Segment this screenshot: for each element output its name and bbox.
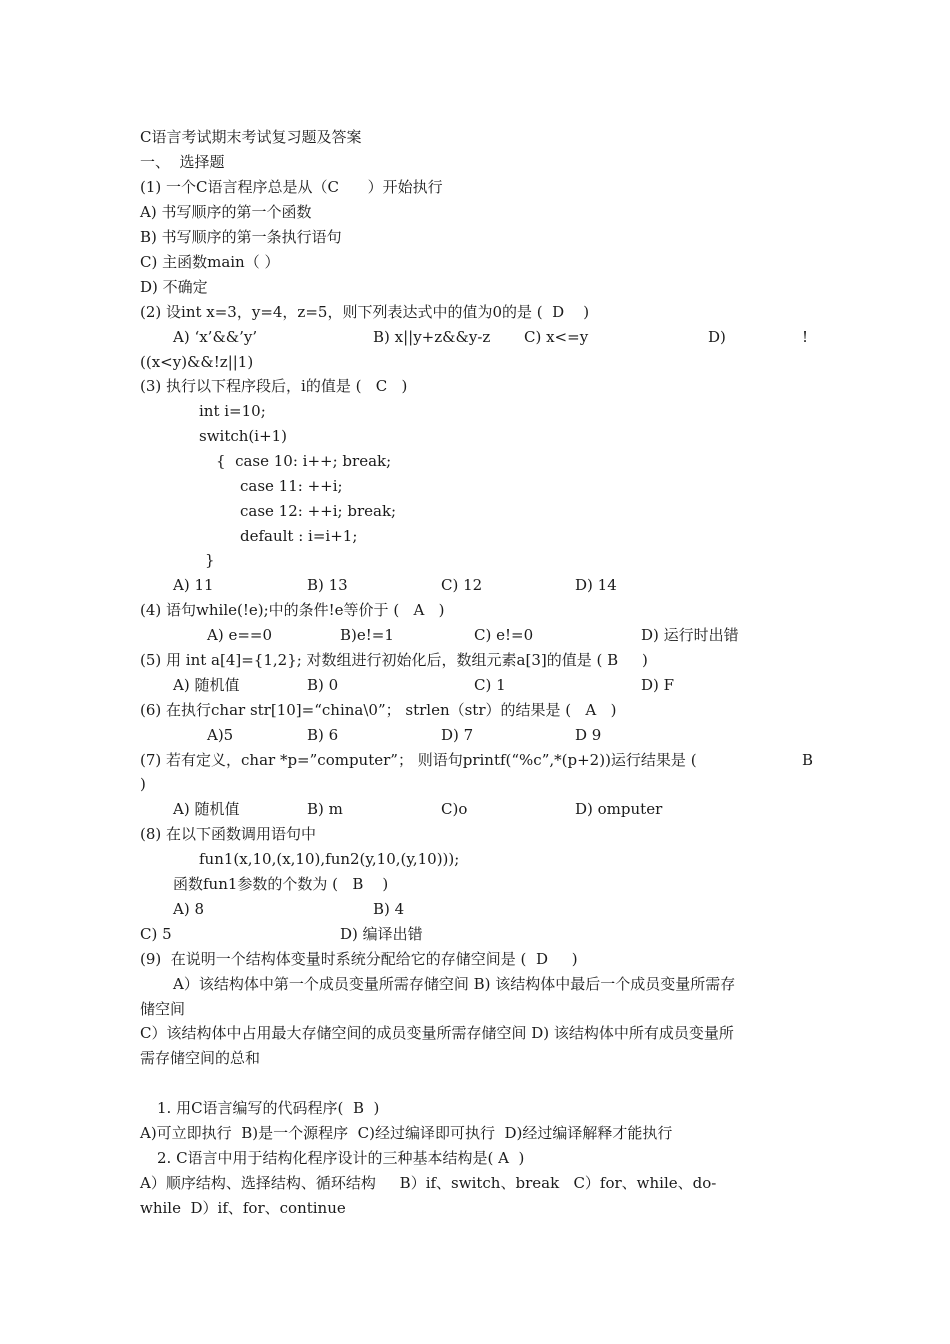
q8-option-a: A) 8 bbox=[173, 900, 204, 918]
question-6: (6) 在执行char str[10]=“china\0”； strlen（str）的结果是 ( A ) bbox=[140, 701, 617, 719]
question-3: (3) 执行以下程序段后，i的值是 ( C ) bbox=[140, 377, 408, 395]
document-title: C语言考试期末考试复习题及答案 bbox=[140, 128, 362, 146]
numbered-question-2-options: while D）if、for、continue bbox=[140, 1199, 346, 1217]
q1-option-d: D) 不确定 bbox=[140, 278, 208, 296]
question-2: (2) 设int x=3，y=4，z=5，则下列表达式中的值为0的是 ( D ) bbox=[140, 303, 590, 321]
q1-option-b: B) 书写顺序的第一条执行语句 bbox=[140, 228, 342, 246]
question-9: (9) 在说明一个结构体变量时系统分配给它的存储空间是 ( D ) bbox=[140, 950, 578, 968]
q2-option-d-expression: ((x<y)&&!z||1) bbox=[140, 353, 254, 371]
q5-option-d: D) F bbox=[641, 676, 675, 694]
q8-option-b: B) 4 bbox=[373, 900, 405, 918]
q7-option-b: B) m bbox=[307, 800, 343, 818]
q1-option-a: A) 书写顺序的第一个函数 bbox=[140, 203, 312, 221]
q7-option-d: D) omputer bbox=[575, 800, 663, 818]
q3-code-line: default : i=i+1; bbox=[240, 527, 358, 545]
q6-option-b: B) 6 bbox=[307, 726, 339, 744]
q3-option-b: B) 13 bbox=[307, 576, 348, 594]
q8-code-line: fun1(x,10,(x,10),fun2(y,10,(y,10))); bbox=[199, 850, 460, 868]
q8-option-d: D) 编译出错 bbox=[340, 925, 423, 943]
q3-code-line: { case 10: i++; break; bbox=[216, 452, 392, 470]
q3-option-d: D) 14 bbox=[575, 576, 617, 594]
q4-option-d: D) 运行时出错 bbox=[641, 626, 739, 644]
q6-option-a: A)5 bbox=[207, 726, 234, 744]
question-5: (5) 用 int a[4]={1,2}; 对数组进行初始化后，数组元素a[3]的值是 ( B ) bbox=[140, 651, 648, 669]
q7-option-a: A) 随机值 bbox=[173, 800, 240, 818]
q9-options-line: A）该结构体中第一个成员变量所需存储空间 B) 该结构体中最后一个成员变量所需存 bbox=[173, 975, 736, 993]
question-1: (1) 一个C语言程序总是从（C ）开始执行 bbox=[140, 178, 443, 196]
section-heading: 一、 选择题 bbox=[140, 153, 225, 171]
numbered-question-1: 1. 用C语言编写的代码程序( B ) bbox=[157, 1099, 380, 1117]
numbered-question-2-options: A）顺序结构、选择结构、循环结构 B）if、switch、break C）for、while、do- bbox=[140, 1174, 717, 1192]
question-4: (4) 语句while(!e);中的条件!e等价于 ( A ) bbox=[140, 601, 445, 619]
q3-code-line: int i=10; bbox=[199, 402, 266, 420]
q3-option-c: C) 12 bbox=[441, 576, 483, 594]
q1-option-c: C) 主函数main（ ） bbox=[140, 253, 280, 271]
q2-option-d-bang: ! bbox=[802, 328, 809, 346]
q5-option-a: A) 随机值 bbox=[173, 676, 240, 694]
q4-option-a: A) e==0 bbox=[207, 626, 273, 644]
q2-option-a: A) ‘x’&&’y’ bbox=[173, 328, 258, 346]
q6-option-c: D) 7 bbox=[441, 726, 474, 744]
q9-options-line: 储空间 bbox=[140, 1000, 186, 1018]
q8-option-c: C) 5 bbox=[140, 925, 172, 943]
q4-option-c: C) e!=0 bbox=[474, 626, 534, 644]
q9-options-line: C）该结构体中占用最大存储空间的成员变量所需存储空间 D) 该结构体中所有成员变量所 bbox=[140, 1024, 734, 1042]
q3-code-line: case 12: ++i; break; bbox=[240, 502, 397, 520]
q7-option-c: C)o bbox=[441, 800, 468, 818]
q2-option-d: D) bbox=[708, 328, 726, 346]
q3-code-line: case 11: ++i; bbox=[240, 477, 343, 495]
q5-option-c: C) 1 bbox=[474, 676, 506, 694]
q3-code-line: } bbox=[205, 551, 215, 569]
q2-option-b: B) x||y+z&&y-z bbox=[373, 328, 491, 346]
question-8: (8) 在以下函数调用语句中 bbox=[140, 825, 317, 843]
q9-options-line: 需存储空间的总和 bbox=[140, 1049, 261, 1067]
q7-close-paren: ) bbox=[140, 775, 146, 793]
q6-option-d: D 9 bbox=[575, 726, 602, 744]
numbered-question-1-options: A)可立即执行 B)是一个源程序 C)经过编译即可执行 D)经过编译解释才能执行 bbox=[140, 1124, 673, 1142]
q3-option-a: A) 11 bbox=[173, 576, 214, 594]
numbered-question-2: 2. C语言中用于结构化程序设计的三种基本结构是( A ) bbox=[157, 1149, 525, 1167]
q2-option-c: C) x<=y bbox=[524, 328, 589, 346]
question-7: (7) 若有定义，char *p=”computer”； 则语句printf(“%c”,*(p+2))运行结果是 ( bbox=[140, 751, 697, 769]
q3-code-line: switch(i+1) bbox=[199, 427, 288, 445]
q8-question: 函数fun1参数的个数为 ( B ) bbox=[173, 875, 389, 893]
q7-answer: B bbox=[802, 751, 814, 769]
q5-option-b: B) 0 bbox=[307, 676, 339, 694]
q4-option-b: B)e!=1 bbox=[340, 626, 394, 644]
